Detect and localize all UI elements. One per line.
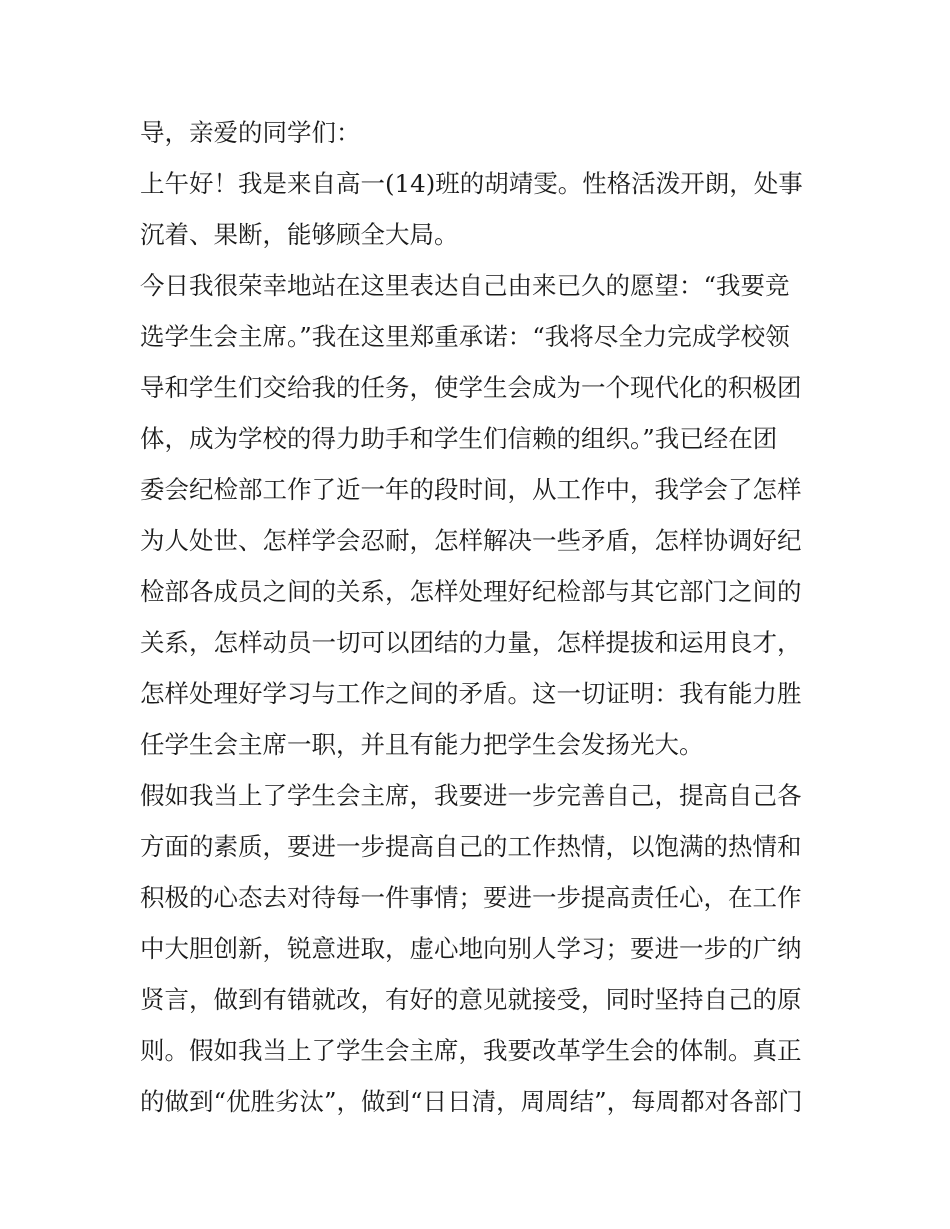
text-line: 任学生会主席一职，并且有能力把学生会发扬光大。 <box>140 730 704 759</box>
text-line: 积极的心态去对待每一件事情；要进一步提高责任心，在工作 <box>140 883 802 912</box>
text-line: 检部各成员之间的关系，怎样处理好纪检部与其它部门之间的 <box>140 577 802 606</box>
text-line: 为人处世、怎样学会忍耐，怎样解决一些矛盾，怎样协调好纪 <box>140 526 802 555</box>
text-line: 的做到“优胜劣汰”，做到“日日清，周周结”，每周都对各部门 <box>140 1087 803 1116</box>
text-line: 关系，怎样动员一切可以团结的力量，怎样提拔和运用良才， <box>140 628 802 657</box>
text-line: 委会纪检部工作了近一年的段时间，从工作中，我学会了怎样 <box>140 475 802 504</box>
text-line: 上午好！我是来自高一(14)班的胡靖雯。性格活泼开朗，处事 <box>140 169 803 198</box>
text-line: 导和学生们交给我的任务，使学生会成为一个现代化的积极团 <box>140 373 802 402</box>
text-line: 则。假如我当上了学生会主席，我要改革学生会的体制。真正 <box>140 1036 802 1065</box>
text-line: 贤言，做到有错就改，有好的意见就接受，同时坚持自己的原 <box>140 985 802 1014</box>
text-line: 今日我很荣幸地站在这里表达自己由来已久的愿望：“我要竞 <box>140 271 790 300</box>
text-line: 导，亲爱的同学们： <box>140 118 361 147</box>
text-line: 体，成为学校的得力助手和学生们信赖的组织。”我已经在团 <box>140 424 778 453</box>
text-line: 方面的素质，要进一步提高自己的工作热情，以饱满的热情和 <box>140 832 802 861</box>
text-line: 选学生会主席。”我在这里郑重承诺：“我将尽全力完成学校领 <box>140 322 790 351</box>
text-line: 中大胆创新，锐意进取，虚心地向别人学习；要进一步的广纳 <box>140 934 802 963</box>
text-line: 假如我当上了学生会主席，我要进一步完善自己，提高自己各 <box>140 781 802 810</box>
text-line: 沉着、果断，能够顾全大局。 <box>140 220 459 249</box>
body-text <box>140 107 820 1127</box>
text-line: 怎样处理好学习与工作之间的矛盾。这一切证明：我有能力胜 <box>140 679 802 708</box>
